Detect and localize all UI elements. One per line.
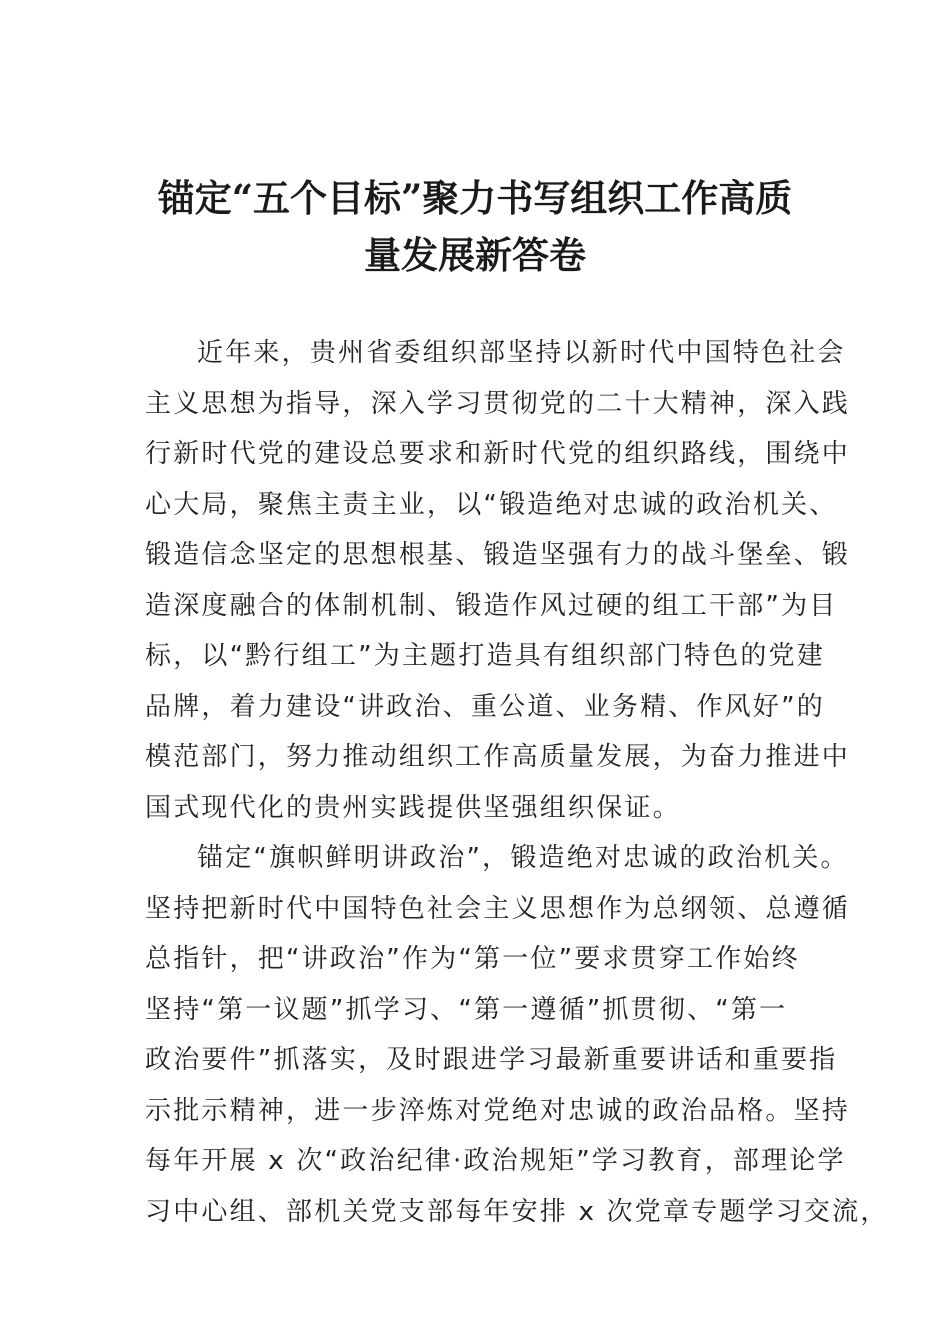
paragraph-line: 行新时代党的建设总要求和新时代党的组织路线，围绕中: [145, 439, 851, 469]
paragraph-line: 政治要件”抓落实，及时跟进学习最新重要讲话和重要指: [145, 1045, 838, 1075]
paragraph-line: 造深度融合的体制机制、锻造作风过硬的组工干部”为目: [145, 590, 838, 621]
paragraph-line: 锻造信念坚定的思想根基、锻造坚强有力的战斗堡垒、锻: [145, 540, 851, 570]
title-line-1: 锚定“五个目标”聚力书写组织工作高质: [157, 176, 793, 220]
paragraph-line: 主义思想为指导，深入学习贯彻党的二十大精神，深入践: [145, 388, 851, 419]
paragraph-line: 模范部门，努力推动组织工作高质量发展，为奋力推进中: [145, 742, 851, 772]
paragraph-line: 坚持把新时代中国特色社会主义思想作为总纲领、总遵循: [145, 893, 851, 924]
paragraph-line: 国式现代化的贵州实践提供坚强组织保证。: [145, 792, 681, 823]
paragraph-line: 锚定“旗帜鲜明讲政治”，锻造绝对忠诚的政治机关。: [197, 843, 849, 873]
paragraph-line: 总指针，把“讲政治”作为“第一位”要求贯穿工作始终: [145, 944, 800, 974]
paragraph-1: [145, 328, 851, 833]
paragraph-line: 标，以“黔行组工”为主题打造具有组织部门特色的党建: [145, 641, 825, 671]
paragraph-line: 品牌，着力建设“讲政治、重公道、业务精、作风好”的: [145, 691, 825, 722]
document-body: [145, 328, 889, 1237]
document-title: [130, 170, 820, 284]
title-line-2: 量发展新答卷: [364, 233, 586, 277]
paragraph-line: 示批示精神，进一步淬炼对党绝对忠诚的政治品格。坚持: [145, 1095, 851, 1126]
paragraph-line: 每年开展 x 次“政治纪律·政治规矩”学习教育，部理论学: [145, 1146, 846, 1176]
paragraph-2: [145, 833, 889, 1237]
paragraph-line: 近年来，贵州省委组织部坚持以新时代中国特色社会: [197, 338, 846, 368]
paragraph-line: 心大局，聚焦主责主业，以“锻造绝对忠诚的政治机关、: [145, 489, 838, 520]
paragraph-line: 习中心组、部机关党支部每年安排 x 次党章专题学习交流，: [145, 1196, 889, 1227]
paragraph-line: 坚持“第一议题”抓学习、“第一遵循”抓贯彻、“第一: [145, 994, 788, 1025]
